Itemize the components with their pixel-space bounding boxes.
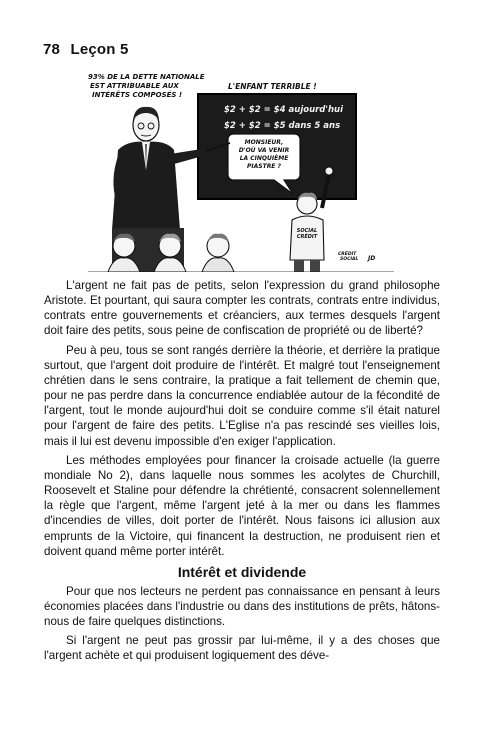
shirt-label-1: SOCIAL xyxy=(296,228,318,234)
cartoon-caption-left-2: EST ATTRIBUABLE AUX xyxy=(90,82,179,90)
paragraph-3: Les méthodes employées pour financer la croisade actuelle (la guerre mondiale No 2), dans laquelle nous sommes les acolytes de Churchill, Roosevelt et Staline pour défendre la chrétienté, consacrent solennellement la règle que l'argent, même l'argent jeté à la mer ou dans les flammes d'incendies de villes, doit porter de l'intérêt. Nous faisons ici allusion aux emprunts de la Victoire, qui financent la destruction, ne produisent rien et doivent quand même porter intérêt. xyxy=(44,453,440,558)
shirt-label-2: CRÉDIT xyxy=(296,234,318,240)
cartoon-illustration xyxy=(88,70,394,272)
bubble-line-4: PIASTRE ? xyxy=(247,163,281,170)
cartoon-caption-left-1: 93% DE LA DETTE NATIONALE xyxy=(88,73,205,81)
bubble-line-2: D'OÙ VA VENIR xyxy=(238,147,290,154)
bubble-line-3: LA CINQUIÈME xyxy=(239,155,289,162)
paragraph-4: Pour que nos lecteurs ne perdent pas connaissance en pensant à leurs économies placées dans l'industrie ou dans des institutions de prêts, hâtons-nous de faire quelques distinctions. xyxy=(44,584,440,629)
student-figures xyxy=(108,234,234,272)
lesson-title: Leçon 5 xyxy=(70,41,129,58)
body-text xyxy=(44,278,440,668)
board-equation-2: $2 + $2 = $5 dans 5 ans xyxy=(224,121,341,131)
cartoon-caption-left-3: INTÉRÊTS COMPOSÉS ! xyxy=(92,91,183,99)
paragraph-5: Si l'argent ne peut pas grossir par lui-même, il y a des choses que l'argent achète et qui produisent logiquement des déve- xyxy=(44,634,440,663)
section-title: Intérêt et dividende xyxy=(177,563,307,580)
cartoon-caption-right: L'ENFANT TERRIBLE ! xyxy=(228,82,317,91)
bubble-line-1: MONSIEUR, xyxy=(244,139,284,146)
page-number: 78 xyxy=(43,41,61,58)
cartoon-signature: JD xyxy=(368,255,376,262)
cartoon-label-1: CRÉDIT xyxy=(338,252,357,257)
cartoon-label-2: SOCIAL xyxy=(340,257,359,262)
cartoon-svg xyxy=(88,70,394,272)
page-header xyxy=(43,41,129,58)
paragraph-2: Peu à peu, tous se sont rangés derrière la théorie, et derrière la pratique surtout, que l'argent doit produire de l'intérêt. Et malgré tout l'enseignement chrétien dans le sens contraire, la pratique a fait tellement de chemin que, pour ne pas perdre dans la concurrence endiablée autour de la fécondité de l'argent, tout le monde aujourd'hui doit se conduire comme s'il était naturel pour l'argent de faire des petits. L'Eglise n'a pas rescindé ses vieilles lois, mais il lui est devenu impossible d'en exiger l'application. xyxy=(44,343,440,448)
board-equation-1: $2 + $2 = $4 aujourd'hui xyxy=(224,105,344,115)
paragraph-1: L'argent ne fait pas de petits, selon l'expression du grand philosophe Aristote. Et pourtant, qui saura compter les contrats, contrats entre individus, contrats entre gouvernements et créanciers, aux termes desquels l'argent doit faire des petits, sous peine de confiscation de propriété ou de liberté? xyxy=(44,279,440,338)
